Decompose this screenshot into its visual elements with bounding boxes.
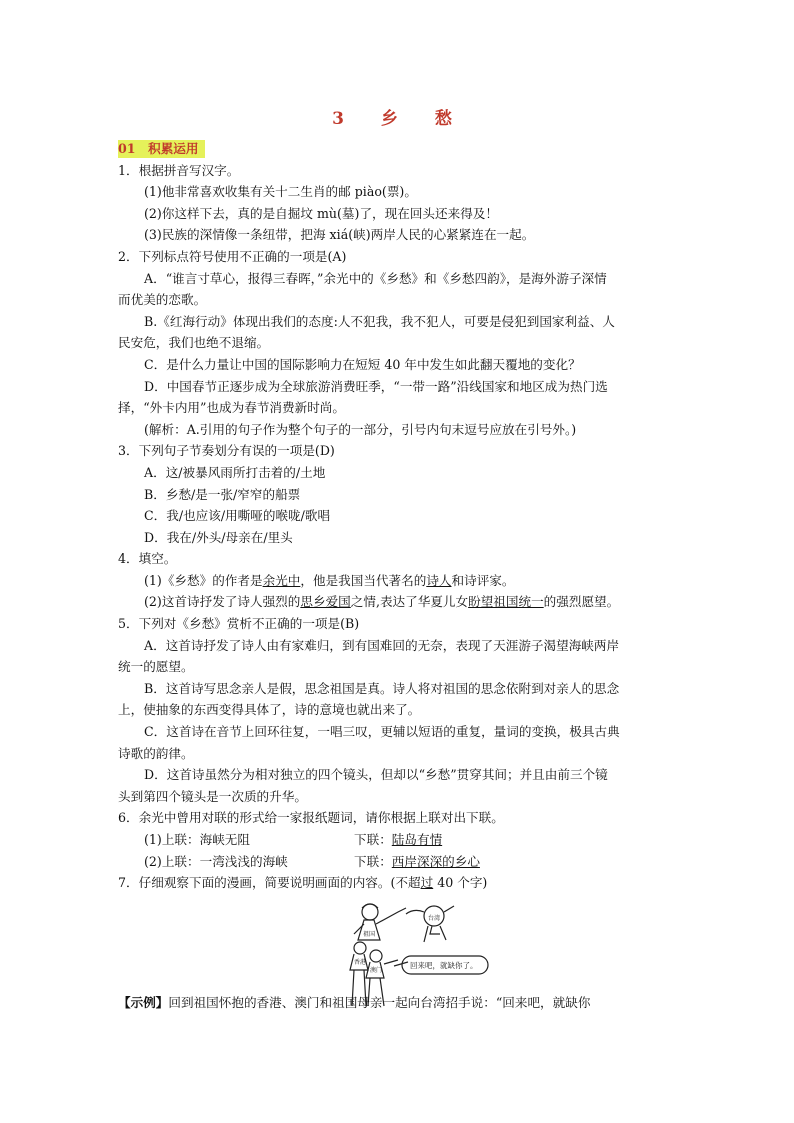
question-5-option-d: D．这首诗虽然分为相对独立的四个镜头，但却以“乡愁”贯穿其间；并且由前三个镜 [144, 767, 608, 783]
cartoon-label-macao: 澳门 [370, 966, 383, 974]
couplet-2 [118, 851, 680, 873]
couplet-1 [118, 829, 680, 851]
question-2-option-c: C．是什么力量让中国的国际影响力在短短 40 年中发生如此翻天覆地的变化？ [144, 356, 581, 372]
question-2-option-b: B.《红海行动》体现出我们的态度:人不犯我，我不犯人，可要是侵犯到国家利益、人 [144, 313, 615, 329]
answer-example [118, 992, 683, 1014]
question-3-option: C．我/也应该/用嘶哑的喉咙/歌唱 [144, 508, 331, 524]
question-2-stem: 2．下列标点符号使用不正确的一项是(A) [118, 248, 347, 264]
answer-underline: 陆岛有情 [391, 832, 443, 847]
example-label: 【示例】 [118, 995, 169, 1010]
upper-couplet: (1)上联：海峡无阻 [144, 832, 250, 847]
cartoon-label-hongkong: 香港 [354, 958, 367, 966]
answer-underline: 余光中 [262, 572, 301, 588]
question-5-option-d-cont: 头到第四个镜头是一次质的升华。 [118, 788, 307, 804]
question-2-option-a-cont: 而优美的恋歌。 [118, 292, 207, 308]
text: ，他是我国当代著名的 [300, 572, 427, 588]
question-5-stem: 5．下列对《乡愁》赏析不正确的一项是(B) [118, 616, 360, 632]
question-7-stem [118, 872, 680, 894]
text: (1)《乡愁》的作者是 [144, 572, 263, 588]
answer-underline: 盼望祖国统一 [468, 594, 544, 610]
question-5-option-b: B．这首诗写思念亲人是假，思念祖国是真。诗人将对祖国的思念依附到对亲人的思念 [144, 680, 620, 696]
text: (2)这首诗抒发了诗人强烈的 [144, 594, 301, 610]
question-2-option-a: A．“谁言寸草心，报得三春晖，”余光中的《乡愁》和《乡愁四韵》，是海外游子深情 [144, 270, 607, 286]
question-5-option-b-cont: 上，使抽象的东西变得具体了，诗的意境也就出来了。 [118, 702, 421, 718]
text: 7．仔细观察下面的漫画，简要说明画面的内容。(不超 [118, 875, 421, 891]
question-5-option-a: A．这首诗抒发了诗人由有家难归，到有国难回的无奈，表现了天涯游子渴望海峡两岸 [144, 637, 620, 653]
lower-couplet-label: 下联： [354, 832, 392, 847]
section-label: 01 积累运用 [118, 140, 205, 158]
question-4-blank-1 [118, 570, 680, 592]
question-2-option-d: D．中国春节正逐步成为全球旅游消费旺季，“一带一路”沿线国家和地区成为热门选 [144, 378, 608, 394]
question-6-stem: 6．余光中曾用对联的形式给一家报纸题词，请你根据上联对出下联。 [118, 810, 504, 826]
question-4-blank-2 [118, 591, 680, 613]
question-1-item: (3)民族的深情像一条纽带，把海 xiá(峡)两岸人民的心紧紧连在一起。 [144, 227, 535, 243]
question-2-option-d-cont: 择，“外卡内用”也成为春节消费新时尚。 [118, 400, 345, 416]
cartoon-label-taiwan: 台湾 [428, 914, 441, 922]
lower-couplet-label: 下联： [354, 853, 392, 869]
answer-underline: 思乡爱国 [300, 594, 351, 610]
example-text: 回到祖国怀抱的香港、澳门和祖国母亲一起向台湾招手说：“回来吧，就缺你 [168, 995, 591, 1010]
question-3-option: A．这/被暴风雨所打击着的/土地 [144, 464, 326, 480]
text: 之情,表达了华夏儿女 [350, 594, 469, 610]
question-1-stem: 1．根据拼音写汉字。 [118, 162, 240, 178]
question-5-option-c: C．这首诗在音节上回环往复，一唱三叹，更辅以短语的重复，量词的变换，极具古典 [144, 724, 620, 740]
question-2-option-b-cont: 民安危，我们也绝不退缩。 [118, 335, 270, 351]
question-3-option: D．我在/外头/母亲在/里头 [144, 529, 293, 545]
answer-underline: 西岸深深的乡心 [391, 853, 480, 869]
text: 40 个字) [433, 875, 488, 891]
answer-underline: 诗人 [426, 572, 452, 588]
text: 和诗评家。 [451, 572, 515, 588]
text: 的强烈愿望。 [543, 594, 620, 610]
question-3-stem: 3．下列句子节奏划分有误的一项是(D) [118, 443, 335, 459]
page-title: 3 乡 愁 [332, 109, 462, 129]
cartoon-speech-text: 回来吧，就缺你了。 [410, 960, 478, 970]
question-5-option-a-cont: 统一的愿望。 [118, 659, 194, 675]
question-1-item: (1)他非常喜欢收集有关十二生肖的邮 piào(票)。 [144, 184, 417, 200]
question-2-analysis: (解析：A.引用的句子作为整个句子的一部分，引号内句末逗号应放在引号外。) [144, 421, 577, 437]
question-1-item: (2)你这样下去，真的是自掘坟 mù(墓)了，现在回头还来得及！ [144, 205, 498, 221]
question-4-stem: 4．填空。 [118, 551, 177, 567]
question-5-option-c-cont: 诗歌的韵律。 [118, 745, 194, 761]
upper-couplet: (2)上联：一湾浅浅的海峡 [144, 853, 288, 869]
answer-underline: 过 [420, 875, 434, 891]
question-3-option: B．乡愁/是一张/窄窄的船票 [144, 486, 301, 502]
cartoon-label-motherland: 祖国 [363, 930, 376, 938]
worksheet-content [118, 138, 680, 1016]
